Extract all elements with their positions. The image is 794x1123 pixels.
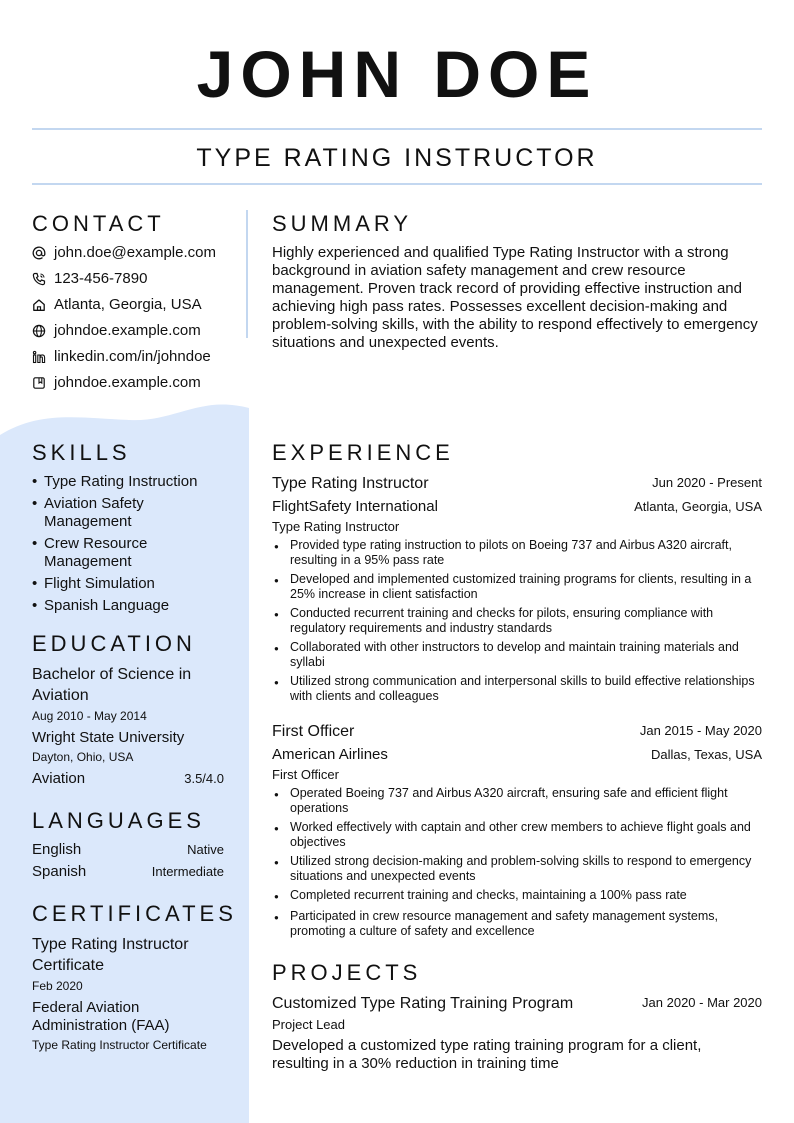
skill-item: • Flight Simulation bbox=[32, 575, 232, 593]
candidate-name: JOHN DOE bbox=[196, 37, 598, 111]
experience-heading: EXPERIENCE bbox=[272, 440, 454, 465]
job-dates: Jun 2020 - Present bbox=[652, 475, 762, 490]
job-bullet: ● Collaborated with other instructors to develop and maintain training materials and syllabi bbox=[290, 640, 762, 670]
certificate-date: Feb 2020 bbox=[32, 979, 83, 993]
project-dates: Jan 2020 - Mar 2020 bbox=[642, 995, 762, 1010]
linkedin-icon bbox=[32, 350, 46, 364]
contact-location bbox=[32, 295, 202, 315]
column-divider bbox=[246, 210, 248, 338]
contact-linkedin-text: linkedin.com/in/johndoe bbox=[54, 348, 211, 365]
job-bullet: ● Completed recurrent training and checks, maintaining a 100% pass rate bbox=[290, 888, 762, 903]
education-location: Dayton, Ohio, USA bbox=[32, 750, 134, 764]
header-bottom-rule bbox=[32, 183, 762, 185]
project-description: Developed a customized type rating training program for a client, resulting in a 30% reduction in training time bbox=[272, 1037, 702, 1072]
summary-heading: SUMMARY bbox=[272, 211, 413, 236]
job-bullet: ● Developed and implemented customized training programs for clients, resulting in a 25% increase in client satisfaction bbox=[290, 572, 762, 602]
job-title: Type Rating Instructor bbox=[272, 475, 429, 492]
job-bullet: ● Conducted recurrent training and checks for pilots, ensuring compliance with regulatory requirements and industry standards bbox=[290, 606, 762, 636]
project-role: Project Lead bbox=[272, 1017, 345, 1032]
certificate-detail: Type Rating Instructor Certificate bbox=[32, 1038, 207, 1052]
summary-text: Highly experienced and qualified Type Rating Instructor with a strong background in aviation safety management and crew resource management. Proven track record of providing effective instruction and achieving high pass rates. Possesses excellent decision-making and problem-solving skills, with the ability to respond effectively to emergency situations and unexpected events. bbox=[272, 244, 758, 351]
header-top-rule bbox=[32, 128, 762, 130]
skills-heading: SKILLS bbox=[32, 440, 131, 465]
education-gpa: 3.5/4.0 bbox=[184, 771, 224, 786]
certificates-heading: CERTIFICATES bbox=[32, 901, 237, 926]
job-location: Dallas, Texas, USA bbox=[650, 747, 762, 762]
job-title: TYPE RATING INSTRUCTOR bbox=[196, 144, 598, 172]
at-icon bbox=[32, 246, 46, 260]
job-company: American Airlines bbox=[272, 746, 388, 763]
phone-icon bbox=[32, 272, 46, 286]
job-company: FlightSafety International bbox=[272, 498, 438, 515]
job-bullet: ● Operated Boeing 737 and Airbus A320 aircraft, ensuring safe and efficient flight operations bbox=[290, 786, 762, 816]
education-heading: EDUCATION bbox=[32, 631, 196, 656]
education-dates: Aug 2010 - May 2014 bbox=[32, 709, 147, 723]
education-field: Aviation bbox=[32, 770, 86, 787]
projects-heading: PROJECTS bbox=[272, 960, 422, 985]
language-level: Intermediate bbox=[151, 864, 224, 879]
skill-item: • Type Rating Instruction bbox=[32, 473, 232, 491]
contact-email[interactable] bbox=[32, 243, 216, 263]
globe-icon bbox=[32, 324, 46, 338]
contact-website[interactable] bbox=[32, 321, 201, 341]
contact-phone[interactable] bbox=[32, 269, 147, 289]
language-name: Spanish bbox=[32, 863, 87, 880]
job-location: Atlanta, Georgia, USA bbox=[634, 499, 762, 514]
contact-website-text: johndoe.example.com bbox=[54, 322, 201, 339]
skill-item: • Crew Resource Management bbox=[32, 535, 232, 571]
contact-portfolio-text: johndoe.example.com bbox=[54, 374, 201, 391]
languages-heading: LANGUAGES bbox=[32, 808, 205, 833]
contact-linkedin[interactable] bbox=[32, 347, 211, 367]
job-bullet: ● Provided type rating instruction to pilots on Boeing 737 and Airbus A320 aircraft, resulting in a 95% pass rate bbox=[290, 538, 762, 568]
job-dates: Jan 2015 - May 2020 bbox=[639, 723, 762, 738]
project-title: Customized Type Rating Training Program bbox=[272, 995, 574, 1012]
skill-item: • Spanish Language bbox=[32, 597, 232, 615]
job-bullet: ● Utilized strong communication and interpersonal skills to build effective relationships with clients and colleagues bbox=[290, 674, 762, 704]
contact-phone-text: 123-456-7890 bbox=[54, 270, 148, 287]
job-bullet: ● Worked effectively with captain and other crew members to achieve flight goals and objectives bbox=[290, 820, 762, 850]
education-school: Wright State University bbox=[32, 729, 185, 746]
certificate-name: Federal Aviation Administration (FAA) bbox=[32, 999, 170, 1034]
contact-heading: CONTACT bbox=[32, 211, 165, 236]
contact-email-text: john.doe@example.com bbox=[54, 244, 216, 261]
language-level: Native bbox=[187, 842, 224, 857]
job-bullet: ● Participated in crew resource management and safety management systems, promoting a culture of safety and excellence bbox=[290, 909, 762, 939]
contact-portfolio[interactable] bbox=[32, 373, 201, 393]
job-title: First Officer bbox=[272, 723, 355, 740]
certificate-name: Type Rating Instructor Certificate bbox=[32, 936, 189, 974]
job-role: Type Rating Instructor bbox=[272, 519, 400, 534]
language-name: English bbox=[32, 841, 82, 858]
job-role: First Officer bbox=[272, 767, 339, 782]
home-icon bbox=[32, 298, 46, 312]
skill-item: • Aviation Safety Management bbox=[32, 495, 232, 531]
portfolio-icon bbox=[32, 376, 46, 390]
job-bullet: ● Utilized strong decision-making and problem-solving skills to respond to emergency situations and unexpected events bbox=[290, 854, 762, 884]
education-degree: Bachelor of Science in Aviation bbox=[32, 666, 192, 704]
contact-location-text: Atlanta, Georgia, USA bbox=[54, 296, 202, 313]
